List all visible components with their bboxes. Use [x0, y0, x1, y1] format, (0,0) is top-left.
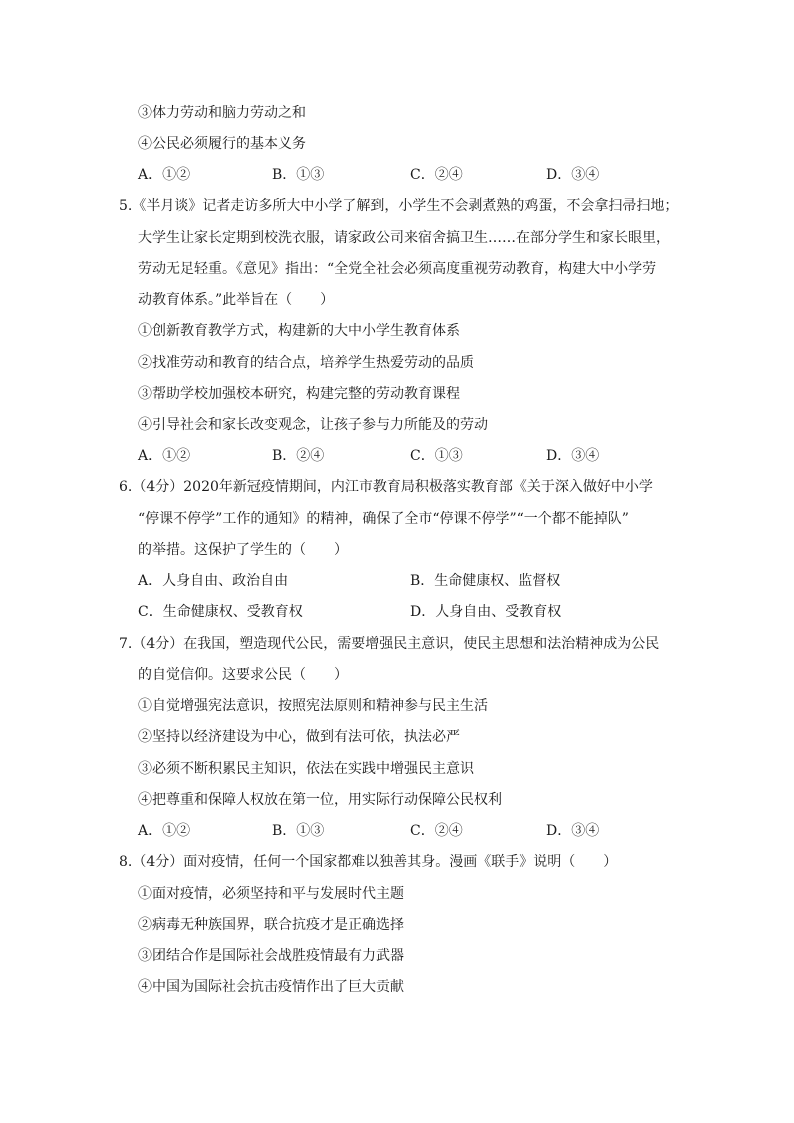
q8-stem-line-1: 8.（4分）面对疫情，任何一个国家都难以独善其身。漫画《联手》说明（ ） — [119, 854, 618, 870]
q5-item-1: ①创新教育教学方式，构建新的大中小学生教育体系 — [138, 323, 460, 339]
q7-option-b: B．①③ — [272, 823, 325, 839]
q6-stem-line-2: “停课不停学”工作的通知》的精神，确保了全市“停课不停学”“一个都不能掉队” — [138, 511, 629, 527]
q7-option-c: C．②④ — [410, 823, 463, 839]
q7-option-a: A．①② — [138, 823, 191, 839]
q5-option-b: B．②④ — [272, 448, 325, 464]
q7-stem-line-1: 7.（4分）在我国，塑造现代公民，需要增强民主意识，使民主思想和法治精神成为公民 — [119, 636, 660, 652]
q6-option-d: D．人身自由、受教育权 — [410, 604, 562, 620]
q8-item-2: ②病毒无种族国界，联合抗疫才是正确选择 — [138, 917, 404, 933]
q5-stem-line-4: 动教育体系。”此举旨在（ ） — [138, 292, 335, 308]
q5-option-d: D．③④ — [546, 448, 600, 464]
q4-item-4: ④公民必须履行的基本义务 — [138, 136, 306, 152]
q7-option-d: D．③④ — [546, 823, 600, 839]
q5-option-c: C．①③ — [410, 448, 463, 464]
q6-stem-line-1: 6.（4分）2020年新冠疫情期间，内江市教育局积极落实教育部《关于深入做好中小学 — [119, 479, 653, 495]
q6-option-b: B．生命健康权、监督权 — [410, 573, 561, 589]
q4-option-d: D．③④ — [546, 167, 600, 183]
q5-stem-line-2: 大学生让家长定期到校洗衣服，请家政公司来宿舍搞卫生……在部分学生和家长眼里， — [138, 230, 670, 246]
q7-item-1: ①自觉增强宪法意识，按照宪法原则和精神参与民主生活 — [138, 698, 488, 714]
q6-option-a: A．人身自由、政治自由 — [138, 573, 289, 589]
q5-stem-line-1: 5.《半月谈》记者走访多所大中小学了解到，小学生不会剥煮熟的鸡蛋，不会拿扫帚扫地； — [119, 198, 679, 214]
q4-item-3: ③体力劳动和脑力劳动之和 — [138, 105, 306, 121]
q5-item-2: ②找准劳动和教育的结合点，培养学生热爱劳动的品质 — [138, 355, 474, 371]
q5-option-a: A．①② — [138, 448, 191, 464]
q7-item-3: ③必须不断积累民主知识，依法在实践中增强民主意识 — [138, 761, 474, 777]
q4-option-c: C．②④ — [410, 167, 463, 183]
q5-item-3: ③帮助学校加强校本研究，构建完整的劳动教育课程 — [138, 386, 460, 402]
q7-item-4: ④把尊重和保障人权放在第一位，用实际行动保障公民权利 — [138, 792, 502, 808]
q8-item-1: ①面对疫情，必须坚持和平与发展时代主题 — [138, 886, 404, 902]
q6-option-c: C．生命健康权、受教育权 — [138, 604, 303, 620]
q7-item-2: ②坚持以经济建设为中心，做到有法可依，执法必严 — [138, 729, 460, 745]
q4-option-a: A．①② — [138, 167, 191, 183]
q4-option-b: B．①③ — [272, 167, 325, 183]
q5-stem-line-3: 劳动无足轻重。《意见》指出：“全党全社会必须高度重视劳动教育，构建大中小学劳 — [138, 261, 657, 277]
q7-stem-line-2: 的自觉信仰。这要求公民（ ） — [138, 667, 348, 683]
q8-item-4: ④中国为国际社会抗击疫情作出了巨大贡献 — [138, 979, 404, 995]
q6-stem-line-3: 的举措。这保护了学生的（ ） — [138, 542, 348, 558]
q5-item-4: ④引导社会和家长改变观念，让孩子参与力所能及的劳动 — [138, 417, 488, 433]
q8-item-3: ③团结合作是国际社会战胜疫情最有力武器 — [138, 948, 404, 964]
